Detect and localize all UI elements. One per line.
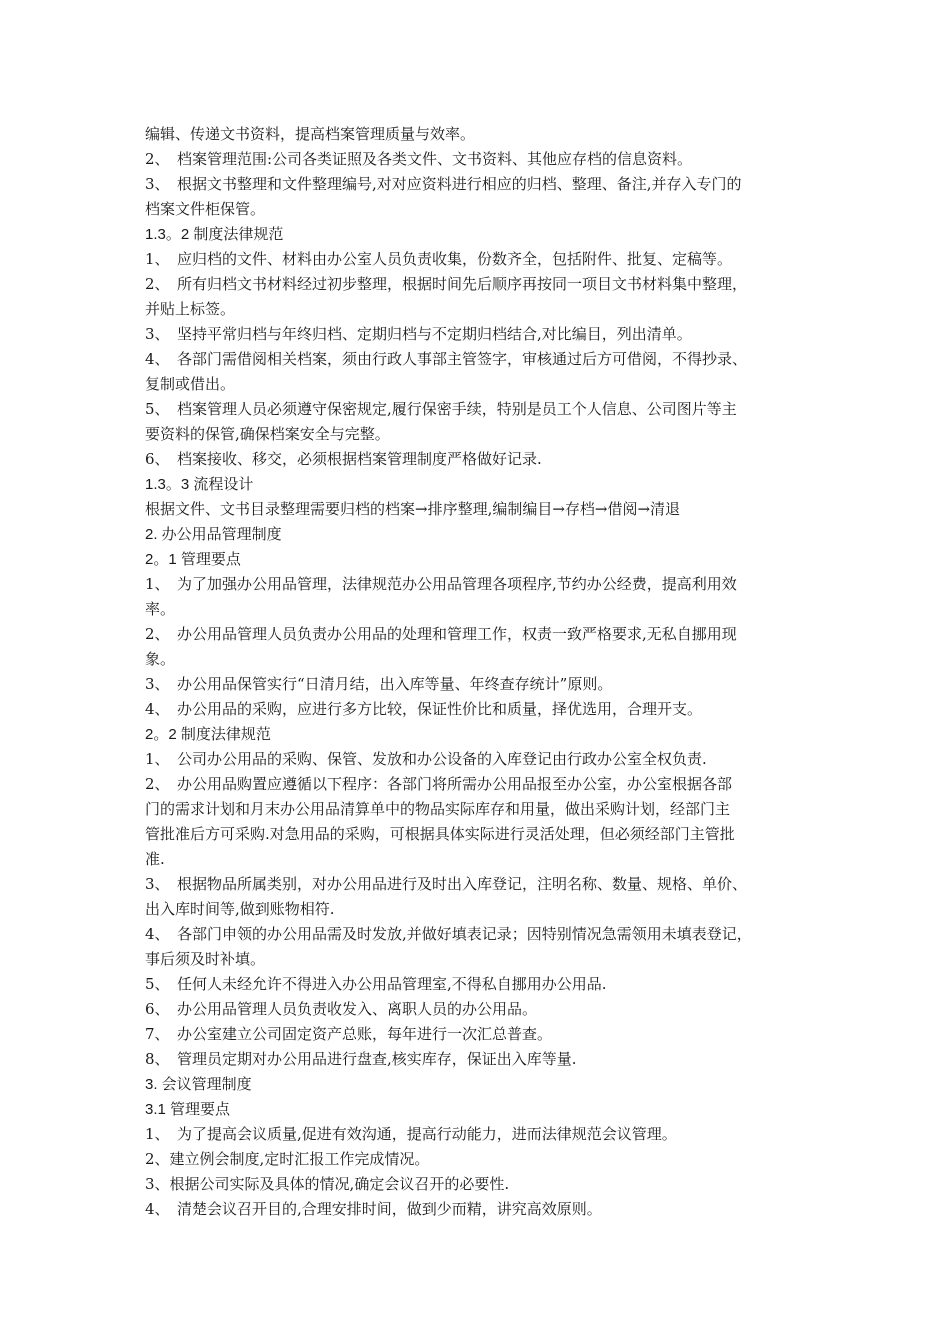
text-line — [145, 597, 817, 622]
text-line — [145, 1147, 817, 1172]
text-line — [145, 1047, 817, 1072]
item-number: 5、 — [145, 400, 170, 418]
item-number: 8、 — [145, 1050, 170, 1068]
text-line — [145, 1022, 817, 1047]
line-text: 3. 会议管理制度 — [145, 1076, 252, 1093]
item-number: 1、 — [145, 1125, 170, 1143]
text-line — [145, 497, 817, 522]
line-text: 2。2 制度法律规范 — [145, 726, 271, 743]
line-text: 出入库时间等,做到账物相符. — [145, 900, 335, 918]
section-heading — [145, 1072, 817, 1097]
item-number: 4、 — [145, 700, 170, 718]
section-heading — [145, 1097, 817, 1122]
line-text: 各部门需借阅相关档案，须由行政人事部主管签字，审核通过后方可借阅，不得抄录、 — [177, 350, 748, 368]
line-text: 3.1 管理要点 — [145, 1101, 231, 1118]
text-line — [145, 1172, 817, 1197]
text-line — [145, 272, 817, 297]
item-number: 5、 — [145, 975, 170, 993]
line-text: 率。 — [145, 600, 176, 618]
section-heading — [145, 547, 817, 572]
line-text: 档案文件柜保管。 — [145, 200, 266, 218]
line-text: 档案接收、移交，必须根据档案管理制度严格做好记录. — [177, 450, 542, 468]
text-line — [145, 922, 817, 947]
line-text: 办公用品保管实行“日清月结，出入库等量、年终查存统计”原则。 — [177, 675, 613, 693]
item-number: 1、 — [145, 250, 170, 268]
item-number: 2、 — [145, 275, 170, 293]
text-line — [145, 672, 817, 697]
line-text: 管批准后方可采购.对急用品的采购，可根据具体实际进行灵活处理，但必须经部门主管批 — [145, 825, 735, 843]
item-number: 2、 — [145, 150, 170, 168]
item-number: 4、 — [145, 350, 170, 368]
item-number: 3、 — [145, 875, 170, 893]
section-heading — [145, 472, 817, 497]
text-line — [145, 147, 817, 172]
line-text: 门的需求计划和月末办公用品清算单中的物品实际库存和用量，做出采购计划，经部门主 — [145, 800, 731, 818]
line-text: 所有归档文书材料经过初步整理，根据时间先后顺序再按同一项目文书材料集中整理， — [177, 275, 748, 293]
text-line — [145, 572, 817, 597]
line-text: 1.3。3 流程设计 — [145, 476, 254, 493]
text-line — [145, 197, 817, 222]
item-number: 2、 — [145, 775, 170, 793]
line-text: 为了加强办公用品管理，法律规范办公用品管理各项程序,节约办公经费，提高利用效 — [177, 575, 737, 593]
section-heading — [145, 222, 817, 247]
line-text: 档案管理人员必须遵守保密规定,履行保密手续，特别是员工个人信息、公司图片等主 — [177, 400, 737, 418]
document-body — [145, 122, 817, 1222]
line-text: 办公室建立公司固定资产总账，每年进行一次汇总普查。 — [177, 1025, 553, 1043]
text-line — [145, 897, 817, 922]
line-text: 办公用品管理人员负责收发入、离职人员的办公用品。 — [177, 1000, 538, 1018]
text-line — [145, 422, 817, 447]
line-text: 坚持平常归档与年终归档、定期归档与不定期归档结合,对比编目，列出清单。 — [177, 325, 692, 343]
line-text: 根据文书整理和文件整理编号,对对应资料进行相应的归档、整理、备注,并存入专门的 — [177, 175, 742, 193]
line-text: 2、建立例会制度,定时汇报工作完成情况。 — [145, 1150, 430, 1168]
item-number: 3、 — [145, 175, 170, 193]
text-line — [145, 822, 817, 847]
line-text: 复制或借出。 — [145, 375, 236, 393]
text-line — [145, 247, 817, 272]
line-text: 象。 — [145, 650, 176, 668]
item-number: 1、 — [145, 750, 170, 768]
text-line — [145, 847, 817, 872]
line-text: 1.3。2 制度法律规范 — [145, 226, 284, 243]
line-text: 3、根据公司实际及具体的情况,确定会议召开的必要性. — [145, 1175, 510, 1193]
line-text: 各部门申领的办公用品需及时发放,并做好填表记录；因特别情况急需领用未填表登记， — [177, 925, 752, 943]
item-number: 4、 — [145, 1200, 170, 1218]
text-line — [145, 397, 817, 422]
line-text: 清楚会议召开目的,合理安排时间，做到少而精，讲究高效原则。 — [177, 1200, 602, 1218]
text-line — [145, 447, 817, 472]
item-number: 4、 — [145, 925, 170, 943]
text-line — [145, 872, 817, 897]
line-text: 事后须及时补填。 — [145, 950, 266, 968]
text-line — [145, 947, 817, 972]
line-text: 办公用品购置应遵循以下程序：各部门将所需办公用品报至办公室，办公室根据各部 — [177, 775, 733, 793]
text-line — [145, 622, 817, 647]
item-number: 6、 — [145, 1000, 170, 1018]
text-line — [145, 322, 817, 347]
item-number: 1、 — [145, 575, 170, 593]
line-text: 根据物品所属类别，对办公用品进行及时出入库登记，注明名称、数量、规格、单价、 — [177, 875, 748, 893]
line-text: 2。1 管理要点 — [145, 551, 241, 568]
text-line — [145, 372, 817, 397]
line-text: 为了提高会议质量,促进有效沟通，提高行动能力，进而法律规范会议管理。 — [177, 1125, 677, 1143]
item-number: 3、 — [145, 675, 170, 693]
text-line — [145, 297, 817, 322]
text-line — [145, 972, 817, 997]
line-text: 管理员定期对办公用品进行盘查,核实库存，保证出入库等量. — [177, 1050, 577, 1068]
text-line — [145, 122, 817, 147]
line-text: 档案管理范围:公司各类证照及各类文件、文书资料、其他应存档的信息资料。 — [177, 150, 693, 168]
line-text: 应归档的文件、材料由办公室人员负责收集，份数齐全，包括附件、批复、定稿等。 — [177, 250, 733, 268]
line-text: 办公用品管理人员负责办公用品的处理和管理工作，权责一致严格要求,无私自挪用现 — [177, 625, 737, 643]
text-line — [145, 772, 817, 797]
line-text: 2. 办公用品管理制度 — [145, 526, 282, 543]
line-text: 准. — [145, 850, 165, 868]
text-line — [145, 1197, 817, 1222]
item-number: 6、 — [145, 450, 170, 468]
line-text: 要资料的保管,确保档案安全与完整。 — [145, 425, 390, 443]
text-line — [145, 997, 817, 1022]
line-text: 根据文件、文书目录整理需要归档的档案→排序整理,编制编目→存档→借阅→清退 — [145, 500, 681, 518]
item-number: 7、 — [145, 1025, 170, 1043]
item-number: 2、 — [145, 625, 170, 643]
text-line — [145, 797, 817, 822]
section-heading — [145, 522, 817, 547]
text-line — [145, 172, 817, 197]
item-number: 3、 — [145, 325, 170, 343]
line-text: 办公用品的采购，应进行多方比较，保证性价比和质量，择优选用，合理开支。 — [177, 700, 703, 718]
text-line — [145, 747, 817, 772]
section-heading — [145, 722, 817, 747]
text-line — [145, 697, 817, 722]
text-line — [145, 1122, 817, 1147]
line-text: 任何人未经允许不得进入办公用品管理室,不得私自挪用办公用品. — [177, 975, 607, 993]
line-text: 公司办公用品的采购、保管、发放和办公设备的入库登记由行政办公室全权负责. — [177, 750, 707, 768]
line-text: 编辑、传递文书资料，提高档案管理质量与效率。 — [145, 125, 476, 143]
text-line — [145, 647, 817, 672]
text-line — [145, 347, 817, 372]
line-text: 并贴上标签。 — [145, 300, 236, 318]
